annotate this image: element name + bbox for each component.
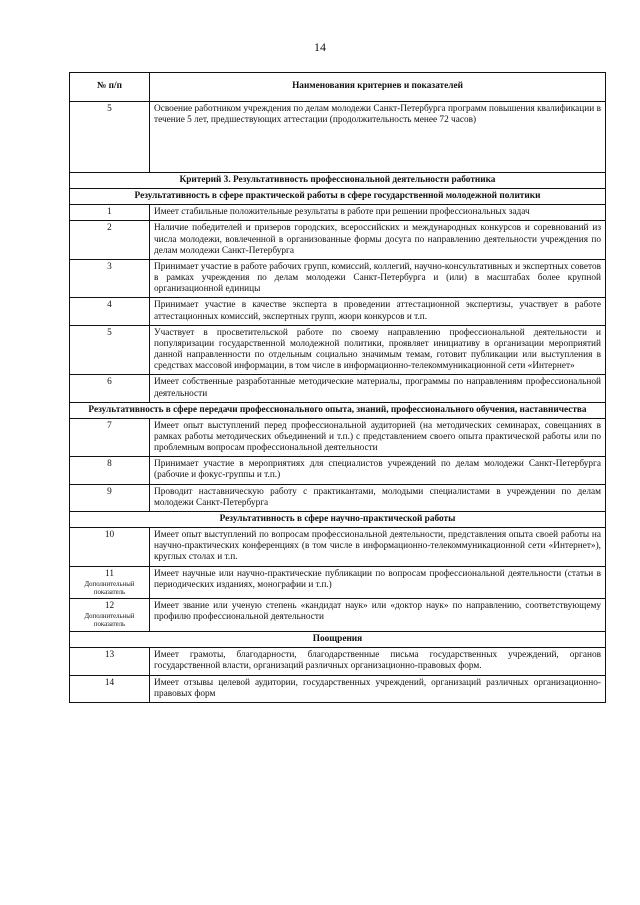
row-number-cell bbox=[70, 528, 150, 566]
table-row bbox=[70, 221, 606, 259]
table-row bbox=[70, 205, 606, 221]
row-text: Принимает участие в работе рабочих групп, комиссий, коллегий, научно-консультативных и экспертных советов в рамках учреждения по делам молодежи Санкт-Петербурга и (или) в масштабах более крупной организационной единицы bbox=[150, 259, 606, 297]
row-number-cell bbox=[70, 457, 150, 484]
table-row bbox=[70, 418, 606, 456]
row-text: Имеет научные или научно-практические публикации по вопросам профессиональной деятельности (статьи в периодических изданиях, монографии и т.п.) bbox=[150, 566, 606, 599]
table-row bbox=[70, 457, 606, 484]
criterion-title: Критерий 3. Результативность профессиональной деятельности работника bbox=[70, 173, 606, 189]
row-number-cell bbox=[70, 325, 150, 375]
row-text: Имеет опыт выступлений по вопросам профессиональной деятельности, представления опыта своей работы на научно-практических конференциях (в том числе в информационно-телекоммуникационной сети «Интернет»), круглых столах и т.п. bbox=[150, 528, 606, 566]
row-text: Имеет собственные разработанные методические материалы, программы по направлениям профессиональной деятельности bbox=[150, 375, 606, 402]
criterion-title-row bbox=[70, 173, 606, 189]
additional-indicator-note: Дополнительный показатель bbox=[84, 613, 135, 629]
row-number: 9 bbox=[107, 486, 112, 497]
row-text: Участвует в просветительской работе по своему направлению профессиональной деятельности и популяризации государственной молодежной политики, проявляет инициативу в организации мероприятий данной направленности по отдельным социально значимым темам, готовит публикации или выступления в средствах массовой информации, в том числе в информационно-телекоммуникационной сети «Интернет» bbox=[150, 325, 606, 375]
row-number: 14 bbox=[104, 677, 115, 688]
row-number: 8 bbox=[107, 459, 112, 470]
table-header-row bbox=[70, 73, 606, 102]
row-number-cell bbox=[70, 298, 150, 325]
table-row bbox=[70, 566, 606, 599]
row-text: Имеет звание или ученую степень «кандидат наук» или «доктор наук» по направлению, соответствующему профилю профессиональной деятельности bbox=[150, 599, 606, 632]
row-number: 2 bbox=[107, 223, 112, 234]
criteria-table bbox=[69, 72, 606, 703]
table-row bbox=[70, 259, 606, 297]
additional-indicator-note: Дополнительный показатель bbox=[84, 580, 135, 596]
section-title: Поощрения bbox=[70, 632, 606, 648]
section-header-row bbox=[70, 511, 606, 527]
table-row bbox=[70, 375, 606, 402]
table-row bbox=[70, 528, 606, 566]
row-number-cell bbox=[70, 375, 150, 402]
row-number: 13 bbox=[104, 650, 115, 661]
row-number: 5 bbox=[70, 102, 150, 173]
page-number: 14 bbox=[314, 40, 326, 54]
row-number: 6 bbox=[107, 377, 112, 388]
section-header-row bbox=[70, 632, 606, 648]
row-number-cell bbox=[70, 566, 150, 599]
row-text: Имеет стабильные положительные результаты в работе при решении профессиональных задач bbox=[150, 205, 606, 221]
table-row bbox=[70, 675, 606, 702]
row-number: 10 bbox=[104, 530, 115, 541]
row-number: 3 bbox=[107, 261, 112, 272]
row-number: 4 bbox=[107, 300, 112, 311]
table-row bbox=[70, 298, 606, 325]
row-number-cell bbox=[70, 205, 150, 221]
row-text: Имеет отзывы целевой аудитории, государственных учреждений, организаций различных организационно-правовых форм bbox=[150, 675, 606, 702]
row-number: 1 bbox=[107, 207, 112, 218]
table-row bbox=[70, 484, 606, 511]
table-row bbox=[70, 102, 606, 173]
row-number: 7 bbox=[107, 420, 112, 431]
row-number-cell bbox=[70, 599, 150, 632]
row-number-cell bbox=[70, 418, 150, 456]
row-text: Имеет опыт выступлений перед профессиональной аудиторией (на методических семинарах, совещаниях в рамках работы методических объединений и т.п.) с представлением своего опыта практической работы или по проблемным вопросам профессиональной деятельности bbox=[150, 418, 606, 456]
row-number-cell bbox=[70, 259, 150, 297]
table-row bbox=[70, 648, 606, 675]
section-header-row bbox=[70, 189, 606, 205]
row-number-cell bbox=[70, 221, 150, 259]
section-title: Результативность в сфере научно-практической работы bbox=[70, 511, 606, 527]
row-number-cell bbox=[70, 484, 150, 511]
row-number-cell bbox=[70, 648, 150, 675]
row-number: 5 bbox=[107, 327, 112, 338]
row-number-cell bbox=[70, 675, 150, 702]
section-title: Результативность в сфере практической работы в сфере государственной молодежной политики bbox=[70, 189, 606, 205]
header-criteria-name: Наименования критериев и показателей bbox=[150, 73, 606, 102]
row-number: 11 bbox=[105, 568, 114, 579]
table-row bbox=[70, 599, 606, 632]
section-title: Результативность в сфере передачи профессионального опыта, знаний, профессионального обучения, наставничества bbox=[70, 402, 606, 418]
section-header-row bbox=[70, 402, 606, 418]
header-number: № п/п bbox=[70, 73, 150, 102]
row-text: Принимает участие в качестве эксперта в проведении аттестационной экспертизы, участвует в работе аттестационных комиссий, экспертных групп, жюри конкурсов и т.п. bbox=[150, 298, 606, 325]
row-number: 12 bbox=[104, 601, 115, 612]
row-text: Освоение работником учреждения по делам молодежи Санкт-Петербурга программ повышения квалификации в течение 5 лет, предшествующих аттестации (продолжительность менее 72 часов) bbox=[150, 102, 606, 173]
row-text: Принимает участие в мероприятиях для специалистов учреждений по делам молодежи Санкт-Петербурга (рабочие и фокус-группы и т.п.) bbox=[150, 457, 606, 484]
table-row bbox=[70, 325, 606, 375]
row-text: Имеет грамоты, благодарности, благодарственные письма государственных учреждений, органов государственной власти, организаций различных организационно-правовых форм. bbox=[150, 648, 606, 675]
row-text: Проводит наставническую работу с практикантами, молодыми специалистами в учреждении по делам молодежи Санкт-Петербурга bbox=[150, 484, 606, 511]
row-text: Наличие победителей и призеров городских, всероссийских и международных конкурсов и соревнований из числа молодежи, вовлеченной в организованные формы досуга по направлению деятельности учреждения по делам молодежи Санкт-Петербурга bbox=[150, 221, 606, 259]
